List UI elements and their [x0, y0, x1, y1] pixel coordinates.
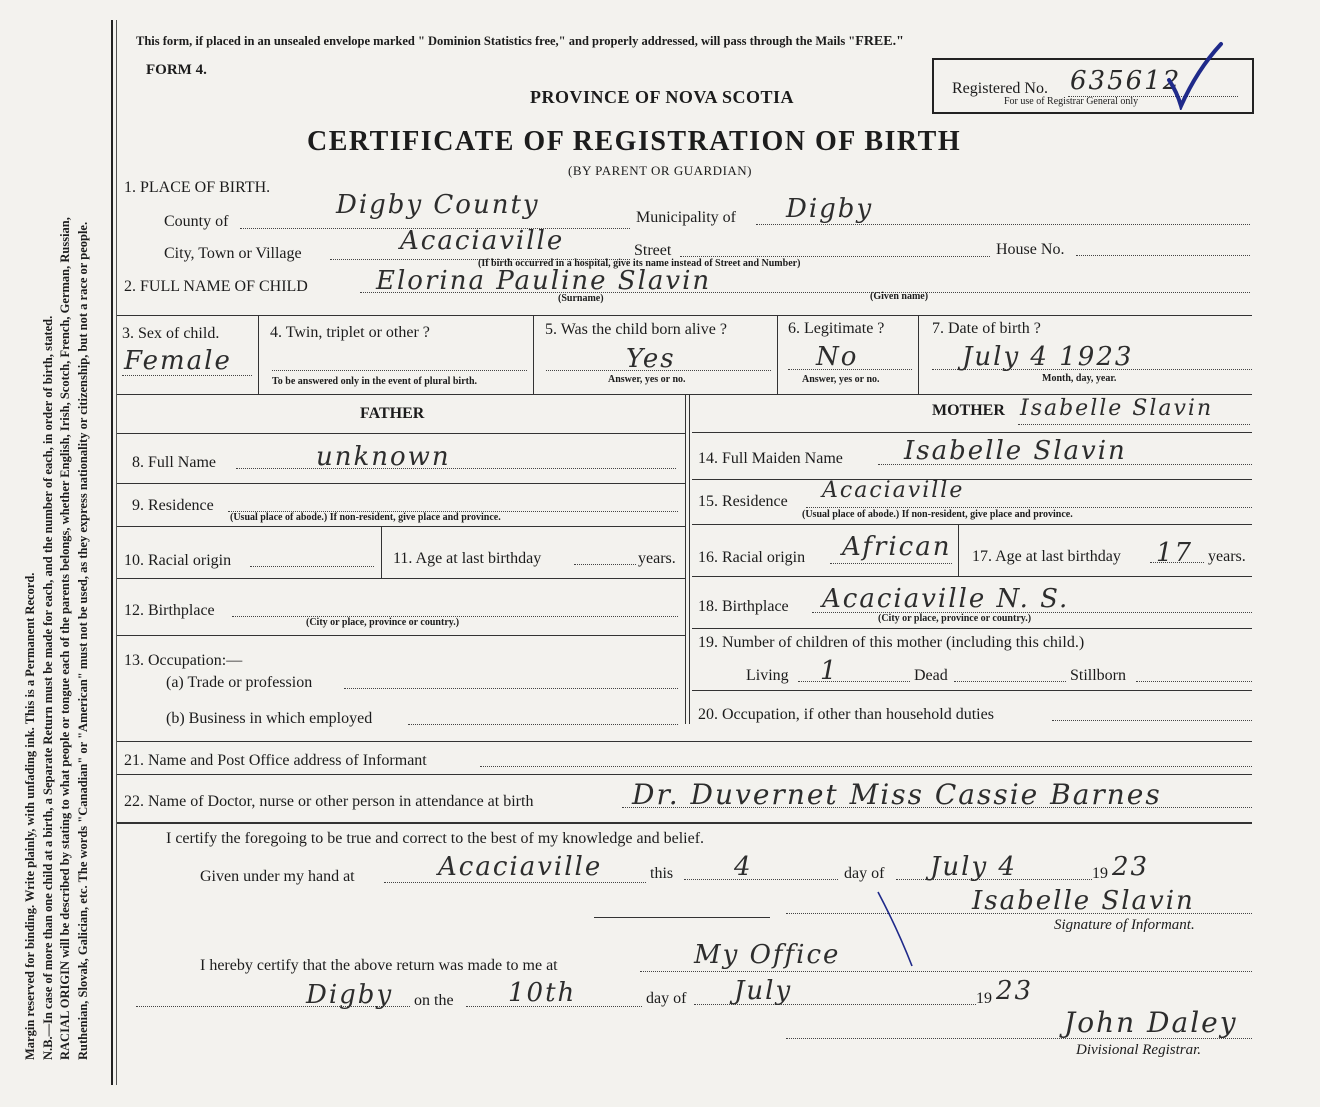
registration-year: 23: [996, 976, 1034, 1006]
legitimate-value: No: [816, 342, 859, 372]
county-label: County of: [164, 213, 229, 230]
registrar-signature-caption: Divisional Registrar.: [1076, 1042, 1202, 1058]
mother-age-label: 17. Age at last birthday: [972, 548, 1121, 565]
father-trade-label: (a) Trade or profession: [166, 674, 313, 691]
postal-notice: [136, 34, 904, 50]
certificate-subtitle: (BY PARENT OR GUARDIAN): [568, 163, 753, 178]
form-number: FORM 4.: [146, 62, 207, 78]
born-alive-value: Yes: [626, 344, 676, 374]
surname-note: (Surname): [558, 293, 604, 304]
mother-birthplace-note: (City or place, province or country.): [878, 613, 1032, 624]
given-label: Given under my hand at: [200, 868, 355, 885]
child-name-label: 2. FULL NAME OF CHILD: [124, 278, 308, 295]
margin-note-4: Ruthenian, Slovak, Galician, etc. The words "Canadian" or "American" must not be used, as they express nationality or citizenship, but not a race or people.: [75, 221, 90, 1060]
registrar-statement: I hereby certify that the above return was made to me at: [200, 957, 558, 974]
province-heading: PROVINCE OF NOVA SCOTIA: [530, 87, 795, 107]
municipality-value: Digby: [786, 194, 874, 224]
registered-number: 635612: [1070, 66, 1182, 96]
blue-pen-stroke: [876, 890, 916, 970]
sex-label: 3. Sex of child.: [122, 325, 220, 342]
mother-birthplace-label: 18. Birthplace: [698, 598, 789, 615]
doctor-value: Dr. Duvernet Miss Cassie Barnes: [632, 778, 1162, 811]
doctor-label: 22. Name of Doctor, nurse or other person in attendance at birth: [124, 793, 534, 810]
margin-note-2: N.B.—In case of more than one child at a birth, a Separate Return must be made for each, and the number of each, in order of birth, stated.: [40, 315, 55, 1060]
mother-residence-note: (Usual place of abode.) If non-resident, give place and province.: [802, 509, 1073, 520]
given-name-note: (Given name): [870, 291, 929, 302]
father-age-label: 11. Age at last birthday: [393, 550, 542, 567]
mother-birthplace-value: Acaciaville N. S.: [822, 584, 1070, 614]
dob-value: July 4 1923: [962, 342, 1134, 372]
father-racial-label: 10. Racial origin: [124, 552, 232, 569]
mother-heading: MOTHER: [932, 402, 1005, 419]
given-place: Acaciaville: [438, 852, 603, 882]
dead-label: Dead: [914, 667, 948, 684]
margin-note-1: Margin reserved for binding. Write plainly, with unfading ink. This is a Permanent Record.: [23, 572, 37, 1060]
mother-residence-value: Acaciaville: [822, 478, 965, 503]
margin-instructions: [22, 20, 112, 1060]
father-birthplace-note: (City or place, province or country.): [306, 617, 460, 628]
this-label: this: [650, 865, 674, 882]
registered-label: Registered No.: [952, 80, 1048, 97]
mother-maiden-value: Isabelle Slavin: [904, 436, 1127, 466]
father-residence-note: (Usual place of abode.) If non-resident, give place and province.: [230, 512, 501, 523]
father-business-label: (b) Business in which employed: [166, 710, 373, 727]
mother-age-value: 17: [1156, 538, 1194, 568]
reg-year-prefix: 19: [976, 990, 992, 1007]
born-alive-label: 5. Was the child born alive ?: [545, 321, 727, 338]
informant-label: 21. Name and Post Office address of Informant: [124, 752, 427, 769]
house-no-label: House No.: [996, 241, 1065, 258]
registration-month: July: [734, 976, 793, 1006]
father-occupation-label: 13. Occupation:—: [124, 652, 243, 669]
stillborn-label: Stillborn: [1070, 667, 1127, 684]
mother-heading-value: Isabelle Slavin: [1020, 396, 1214, 421]
municipality-label: Municipality of: [636, 209, 736, 226]
twin-note: To be answered only in the event of plural birth.: [272, 376, 478, 387]
postal-notice-text: This form, if placed in an unsealed envelope marked " Dominion Statistics free," and properly addressed, will pass through the Mails ": [136, 34, 856, 48]
given-year: 23: [1112, 852, 1150, 882]
hospital-note: (If birth occurred in a hospital, give its name instead of Street and Number): [478, 258, 801, 269]
father-name-label: 8. Full Name: [132, 454, 216, 471]
county-value: Digby County: [336, 190, 540, 220]
registration-day: 10th: [508, 978, 577, 1008]
father-heading: FATHER: [360, 405, 425, 422]
mother-racial-label: 16. Racial origin: [698, 549, 806, 566]
city-value: Acaciaville: [400, 226, 565, 256]
given-month: July 4: [930, 852, 1017, 882]
children-count-label: 19. Number of children of this mother (including this child.): [698, 634, 1085, 651]
informant-signature-caption: Signature of Informant.: [1054, 917, 1195, 933]
legitimate-label: 6. Legitimate ?: [788, 320, 885, 337]
binding-margin-line-2: [116, 20, 117, 1085]
mother-racial-value: African: [842, 532, 952, 562]
registration-town: Digby: [306, 980, 394, 1010]
margin-note-3: RACIAL ORIGIN will be described by stating to what people or tongue each of the parents belongs, whether English, Irish, Scotch, French, German, Russian,: [58, 217, 72, 1060]
given-day: 4: [734, 852, 753, 882]
on-the-label: on the: [414, 992, 454, 1009]
mother-occupation-label: 20. Occupation, if other than household duties: [698, 706, 994, 723]
legitimate-note: Answer, yes or no.: [802, 374, 880, 385]
registrar-signature: John Daley: [1064, 1006, 1238, 1039]
street-label: Street: [634, 242, 672, 259]
mother-years: years.: [1208, 548, 1246, 565]
informant-signature: Isabelle Slavin: [972, 886, 1195, 916]
living-label: Living: [746, 667, 789, 684]
city-label: City, Town or Village: [164, 245, 302, 262]
father-residence-label: 9. Residence: [132, 497, 214, 514]
given-year-prefix: 19: [1092, 865, 1108, 882]
blue-checkmark: [1165, 40, 1225, 110]
twin-label: 4. Twin, triplet or other ?: [270, 324, 430, 341]
child-name-value: Elorina Pauline Slavin: [376, 266, 712, 296]
day-of-label: day of: [844, 865, 885, 882]
reg-day-of-label: day of: [646, 990, 687, 1007]
father-birthplace-label: 12. Birthplace: [124, 602, 215, 619]
registrar-place: My Office: [694, 940, 841, 970]
father-years: years.: [638, 550, 676, 567]
place-of-birth-heading: 1. PLACE OF BIRTH.: [124, 179, 271, 196]
certify-statement: I certify the foregoing to be true and correct to the best of my knowledge and belief.: [166, 830, 705, 847]
registrar-use-note: For use of Registrar General only: [1004, 96, 1139, 107]
dob-note: Month, day, year.: [1042, 373, 1117, 384]
certificate-title: CERTIFICATE OF REGISTRATION OF BIRTH: [307, 126, 962, 157]
mother-residence-label: 15. Residence: [698, 493, 788, 510]
postal-notice-free: FREE.": [855, 34, 904, 49]
dob-label: 7. Date of birth ?: [932, 320, 1041, 337]
born-alive-note: Answer, yes or no.: [608, 374, 686, 385]
mother-maiden-label: 14. Full Maiden Name: [698, 450, 843, 467]
father-name-value: unknown: [316, 442, 451, 472]
living-value: 1: [820, 656, 839, 686]
sex-value: Female: [124, 346, 232, 376]
